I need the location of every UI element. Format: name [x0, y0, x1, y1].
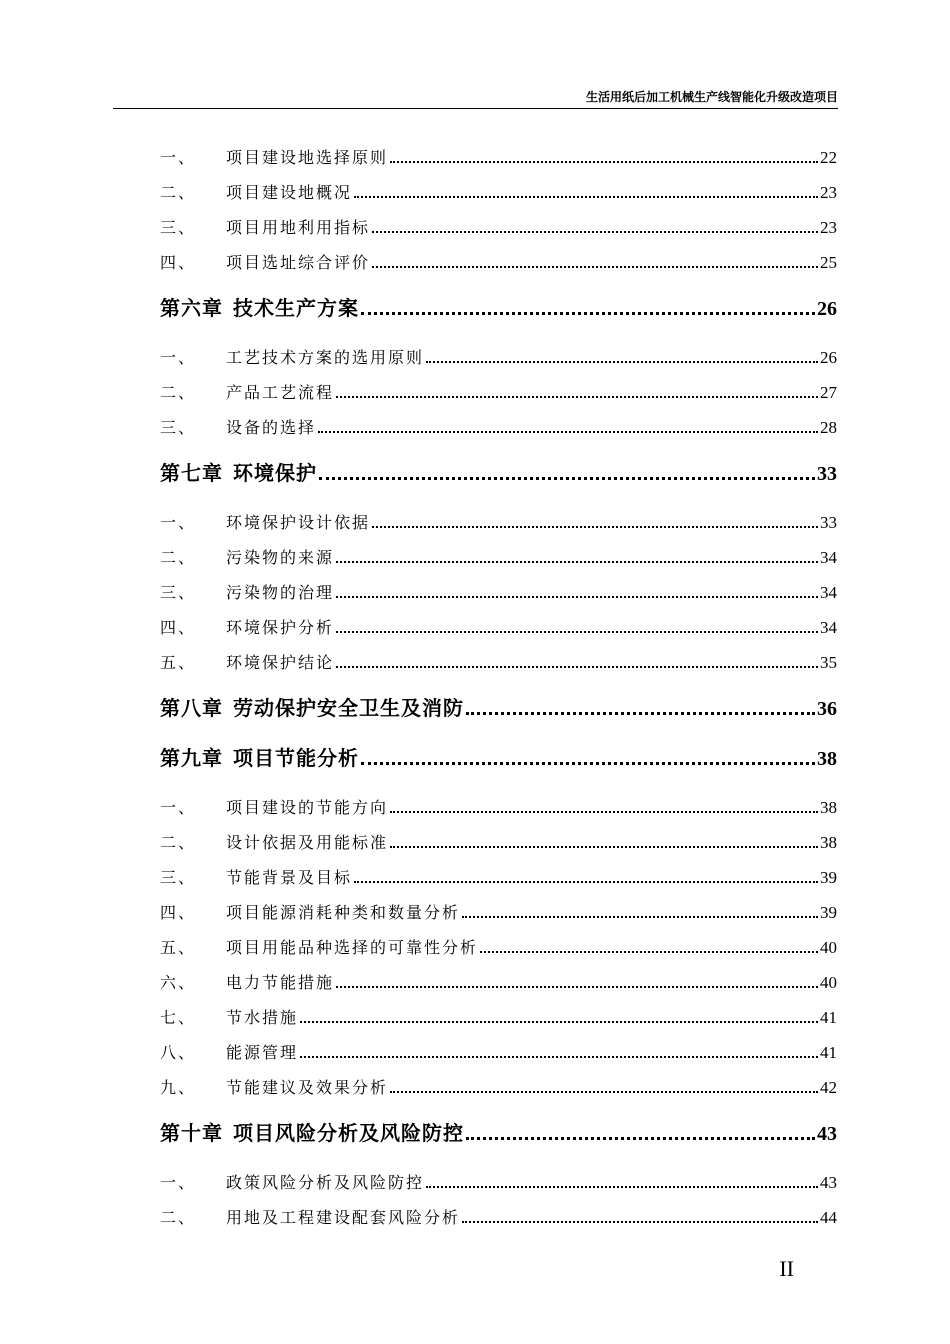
toc-entry-title: 项目选址综合评价: [226, 253, 371, 272]
toc-section-entry[interactable]: [160, 969, 837, 993]
toc-section-entry[interactable]: [160, 794, 837, 818]
toc-entry-title: 环境保护设计依据: [226, 513, 371, 532]
toc-entry-number: 五、: [160, 938, 197, 957]
dot-leader: [336, 395, 818, 398]
toc-entry-page: 41: [820, 1043, 837, 1062]
toc-section-entry[interactable]: [160, 864, 837, 888]
toc-entry-page: 40: [820, 973, 837, 992]
toc-entry-number: 二、: [160, 183, 197, 202]
running-header: 生活用纸后加工机械生产线智能化升级改造项目: [585, 90, 838, 104]
toc-entry-page: 28: [820, 418, 837, 437]
toc-entry-number: 二、: [160, 548, 197, 567]
toc-entry-page: 26: [817, 298, 837, 320]
toc-entry-title: 技术生产方案: [233, 296, 359, 320]
toc-entry-number: 一、: [160, 798, 197, 817]
toc-section-entry[interactable]: [160, 1204, 837, 1228]
toc-entry-page: 25: [820, 253, 837, 272]
toc-section-entry[interactable]: [160, 1039, 837, 1063]
toc-entry-number: 第十章: [160, 1121, 223, 1145]
toc-entry-page: 38: [820, 798, 837, 817]
toc-entry-page: 43: [817, 1123, 837, 1145]
toc-section-entry[interactable]: [160, 379, 837, 403]
toc-section-entry[interactable]: [160, 144, 837, 168]
toc-entry-number: 一、: [160, 1173, 197, 1192]
toc-entry-page: 38: [817, 748, 837, 770]
dot-leader: [390, 810, 818, 813]
dot-leader: [462, 1220, 818, 1223]
dot-leader: [300, 1020, 818, 1023]
dot-leader: [372, 525, 818, 528]
toc-entry-title: 项目用能品种选择的可靠性分析: [226, 938, 479, 957]
toc-entry-page: 44: [820, 1208, 837, 1227]
toc-section-entry[interactable]: [160, 1004, 837, 1028]
toc-entry-number: 九、: [160, 1078, 197, 1097]
toc-entry-title: 项目建设地概况: [226, 183, 353, 202]
toc-chapter-entry[interactable]: [160, 741, 837, 771]
toc-entry-page: 33: [820, 513, 837, 532]
dot-leader: [354, 880, 818, 883]
toc-section-entry[interactable]: [160, 1074, 837, 1098]
toc-entry-page: 43: [820, 1173, 837, 1192]
toc-entry-number: 三、: [160, 583, 197, 602]
toc-entry-number: 八、: [160, 1043, 197, 1062]
toc-chapter-entry[interactable]: [160, 456, 837, 486]
toc-entry-number: 一、: [160, 348, 197, 367]
toc-entry-page: 36: [817, 698, 837, 720]
dot-leader: [426, 1185, 818, 1188]
toc-entry-number: 二、: [160, 1208, 197, 1227]
toc-entry-page: 34: [820, 548, 837, 567]
dot-leader: [300, 1055, 818, 1058]
toc-chapter-entry[interactable]: [160, 691, 837, 721]
header-rule: [113, 108, 838, 109]
toc-entry-number: 一、: [160, 148, 197, 167]
dot-leader: [372, 265, 818, 268]
toc-section-entry[interactable]: [160, 249, 837, 273]
toc-entry-title: 政策风险分析及风险防控: [226, 1173, 425, 1192]
toc-entry-page: 23: [820, 183, 837, 202]
toc-section-entry[interactable]: [160, 829, 837, 853]
dot-leader: [372, 230, 818, 233]
dot-leader: [336, 665, 818, 668]
toc-entry-page: 34: [820, 583, 837, 602]
toc-entry-title: 项目风险分析及风险防控: [233, 1121, 464, 1145]
toc-entry-page: 40: [820, 938, 837, 957]
toc-entry-page: 34: [820, 618, 837, 637]
toc-chapter-entry[interactable]: [160, 1116, 837, 1146]
toc-entry-number: 一、: [160, 513, 197, 532]
dot-leader: [318, 430, 818, 433]
dot-leader: [390, 845, 818, 848]
toc-entry-number: 六、: [160, 973, 197, 992]
dot-leader: [319, 476, 815, 480]
toc-entry-page: 41: [820, 1008, 837, 1027]
toc-entry-number: 第六章: [160, 296, 223, 320]
toc-entry-title: 产品工艺流程: [226, 383, 335, 402]
toc-entry-page: 27: [820, 383, 837, 402]
toc-entry-title: 能源管理: [226, 1043, 299, 1062]
toc-section-entry[interactable]: [160, 344, 837, 368]
toc-entry-title: 节能建议及效果分析: [226, 1078, 389, 1097]
toc-section-entry[interactable]: [160, 614, 837, 638]
dot-leader: [336, 595, 818, 598]
toc-entry-title: 污染物的来源: [226, 548, 335, 567]
toc-entry-number: 二、: [160, 833, 197, 852]
toc-entry-page: 35: [820, 653, 837, 672]
toc-entry-number: 三、: [160, 218, 197, 237]
toc-entry-page: 33: [817, 463, 837, 485]
dot-leader: [466, 1136, 815, 1140]
dot-leader: [426, 360, 818, 363]
dot-leader: [390, 160, 818, 163]
dot-leader: [336, 560, 818, 563]
toc-section-entry[interactable]: [160, 899, 837, 923]
toc-entry-title: 项目建设地选择原则: [226, 148, 389, 167]
toc-entry-number: 二、: [160, 383, 197, 402]
toc-entry-number: 五、: [160, 653, 197, 672]
toc-entry-title: 环境保护: [233, 461, 317, 485]
dot-leader: [462, 915, 818, 918]
toc-entry-title: 劳动保护安全卫生及消防: [233, 696, 464, 720]
toc-entry-number: 三、: [160, 418, 197, 437]
page-number: II: [779, 1256, 794, 1281]
toc-entry-title: 节水措施: [226, 1008, 299, 1027]
dot-leader: [354, 195, 818, 198]
dot-leader: [466, 711, 815, 715]
dot-leader: [390, 1090, 818, 1093]
toc-entry-title: 设备的选择: [226, 418, 317, 437]
toc-section-entry[interactable]: [160, 649, 837, 673]
dot-leader: [480, 950, 818, 953]
toc-section-entry[interactable]: [160, 214, 837, 238]
toc-section-entry[interactable]: [160, 509, 837, 533]
toc-entry-page: 39: [820, 903, 837, 922]
toc-entry-title: 项目用地利用指标: [226, 218, 371, 237]
toc-entry-number: 第八章: [160, 696, 223, 720]
toc-entry-page: 22: [820, 148, 837, 167]
dot-leader: [361, 311, 815, 315]
toc-entry-number: 第七章: [160, 461, 223, 485]
toc-entry-title: 用地及工程建设配套风险分析: [226, 1208, 461, 1227]
toc-entry-number: 七、: [160, 1008, 197, 1027]
toc-entry-number: 第九章: [160, 746, 223, 770]
toc-entry-title: 项目节能分析: [233, 746, 359, 770]
toc-entry-title: 环境保护结论: [226, 653, 335, 672]
toc-entry-title: 项目能源消耗种类和数量分析: [226, 903, 461, 922]
toc-entry-title: 设计依据及用能标准: [226, 833, 389, 852]
toc-entry-title: 工艺技术方案的选用原则: [226, 348, 425, 367]
toc-entry-number: 四、: [160, 253, 197, 272]
dot-leader: [361, 761, 815, 765]
toc-entry-page: 39: [820, 868, 837, 887]
toc-entry-title: 污染物的治理: [226, 583, 335, 602]
toc-section-entry[interactable]: [160, 579, 837, 603]
toc-entry-title: 环境保护分析: [226, 618, 335, 637]
toc-entry-page: 38: [820, 833, 837, 852]
toc-entry-title: 项目建设的节能方向: [226, 798, 389, 817]
toc-entry-title: 节能背景及目标: [226, 868, 353, 887]
toc-entry-page: 23: [820, 218, 837, 237]
toc-section-entry[interactable]: [160, 1169, 837, 1193]
toc-entry-number: 四、: [160, 618, 197, 637]
toc-section-entry[interactable]: [160, 934, 837, 958]
toc-entry-number: 三、: [160, 868, 197, 887]
dot-leader: [336, 630, 818, 633]
toc-section-entry[interactable]: [160, 544, 837, 568]
toc-entry-page: 42: [820, 1078, 837, 1097]
toc-entry-number: 四、: [160, 903, 197, 922]
toc-entry-page: 26: [820, 348, 837, 367]
toc-entry-title: 电力节能措施: [226, 973, 335, 992]
toc-chapter-entry[interactable]: [160, 291, 837, 321]
dot-leader: [336, 985, 818, 988]
toc-section-entry[interactable]: [160, 414, 837, 438]
toc-section-entry[interactable]: [160, 179, 837, 203]
